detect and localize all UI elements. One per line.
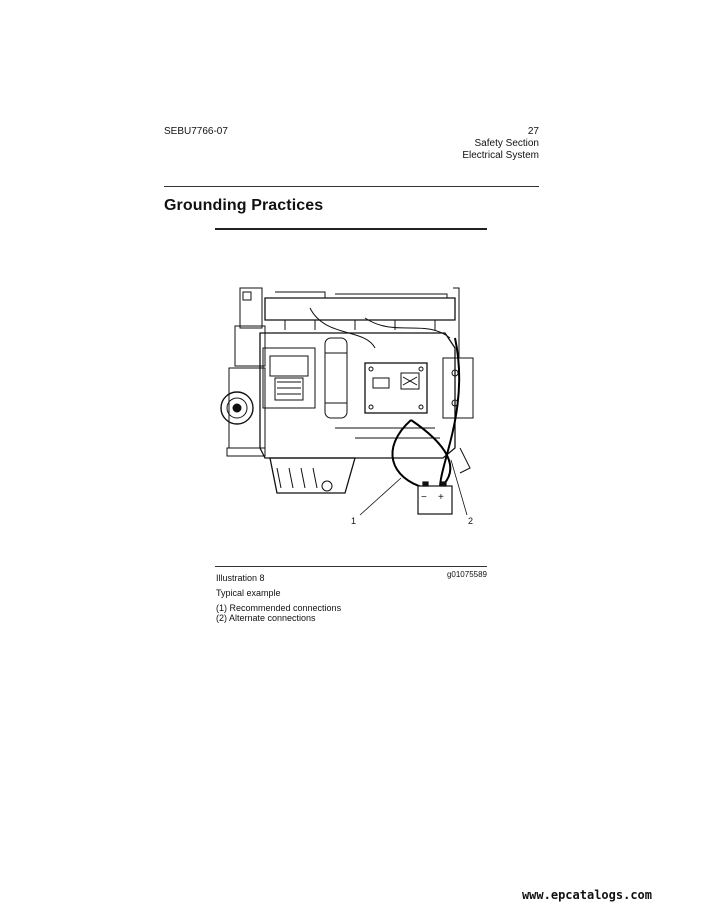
illustration-label: Illustration 8 <box>216 573 265 583</box>
caption-example: Typical example <box>216 588 281 598</box>
engine-block <box>260 333 455 458</box>
callout-1: 1 <box>351 516 357 526</box>
illustration-code: g01075589 <box>446 570 487 579</box>
heading-rule <box>215 228 487 230</box>
caption-item: (2) Alternate connections <box>216 613 316 623</box>
caption-rule <box>215 566 487 567</box>
engine-grounding-illustration <box>215 278 487 530</box>
callout-2-leader <box>451 460 467 515</box>
watermark: www.epcatalogs.com <box>521 888 652 902</box>
oil-pan <box>270 458 355 493</box>
battery-minus-sign: − <box>421 492 427 503</box>
ground-cable-1 <box>392 420 425 488</box>
fuel-filter <box>325 338 347 418</box>
valve-cover <box>265 298 455 320</box>
page-number: 27 <box>527 126 539 137</box>
header-rule <box>164 186 539 187</box>
document-id: SEBU7766-07 <box>164 126 228 137</box>
callout-2: 2 <box>468 516 474 526</box>
subsection-title: Electrical System <box>462 150 539 161</box>
section-title: Safety Section <box>474 138 539 149</box>
page-heading: Grounding Practices <box>164 197 324 214</box>
callout-1-leader <box>360 478 401 515</box>
battery-plus-sign: + <box>438 492 444 503</box>
caption-item: (1) Recommended connections <box>216 603 342 613</box>
